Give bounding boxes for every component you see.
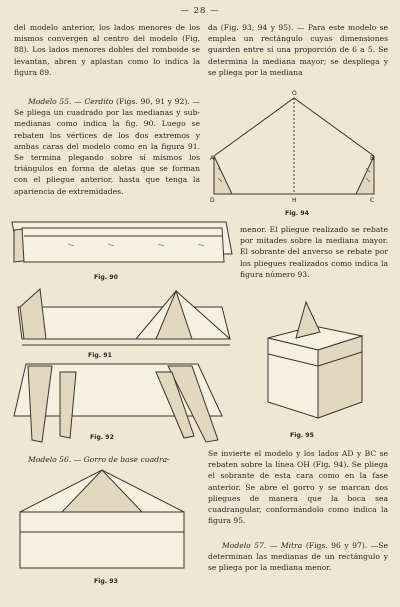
right-column-intro [208, 22, 388, 78]
model-57-heading: Modelo 57. — Mitra [222, 541, 303, 550]
figure-94 [210, 90, 378, 205]
model-55-paragraph [14, 96, 200, 197]
fig-94-label-h: H [292, 197, 297, 204]
model-57-body: (Figs. 96 y 97). —Se determinan las medianas de un rectángulo y se pliega por la mediana menor. [208, 541, 388, 573]
caption-fig-90: Fig. 90 [94, 274, 118, 281]
model-56-continuation: da (Fig. 93, 94 y 95). — Para este modelo se emplea un rectángulo cuyas dimensiones guarden entre sí una proporción de 6 a 5. Se determina la mediana mayor; se despliega y se pliega por la mediana [208, 23, 388, 77]
figure-95 [258, 298, 388, 428]
page-number: — 28 — [180, 6, 220, 16]
fig-94-label-d: D [210, 197, 215, 204]
invert-instructions: Se invierte el modelo y los lados AD y BC se rebaten sobre la línea OH (Fig. 94). Se pliega el sobrante de esta cara como en la fase anterior. Se abre el gorro y se marcan dos pliegues de manera que la boca sea cuadrangular, conformándolo como indica la figura 95. [208, 449, 388, 526]
intro-paragraph: del modelo anterior, los lados menores de los mismos convergen al centro del modelo (Fig. 88). Los lados menores dobles del romboide se levantan, abren y aplastan como lo indica la figura 89. [14, 23, 200, 77]
figure-92 [8, 356, 238, 446]
fig-94-label-b: B [370, 155, 375, 162]
model-55-text [14, 96, 200, 197]
model-56-paragraph [14, 454, 200, 465]
model-57-text [208, 540, 388, 574]
model-57-paragraph [208, 540, 388, 574]
fig-94-label-o: O [292, 90, 297, 97]
caption-fig-91: Fig. 91 [88, 352, 112, 359]
caption-fig-94: Fig. 94 [285, 210, 309, 217]
left-column-intro [14, 22, 200, 78]
figure-91 [16, 285, 238, 353]
fig-94-label-c: C [370, 197, 375, 204]
model-56-heading: Modelo 56. — Gorro de base cuadra- [28, 455, 170, 464]
figure-90 [8, 214, 236, 272]
caption-fig-95: Fig. 95 [290, 432, 314, 439]
caption-fig-93: Fig. 93 [94, 578, 118, 585]
right-column-bottom [208, 448, 388, 526]
model-55-body: (Figs. 90, 91 y 92). — Se pliega un cuadrado por las medianas y sub-medianas como indica la fig. 90. Luego se rebaten los vértices de los dos extremos y ambas caras del modelo como en la figura 91. Se termina plegando sobre sí mismos los triángulos en forma de aletas que se forman con el pliegue anterior, hasta que tenga la apariencia de extremidades. [14, 97, 200, 196]
right-column-middle [240, 224, 388, 280]
model-55-heading: Modelo 55. — Cerdito [28, 97, 114, 106]
model-56-heading-line [14, 454, 200, 465]
figure-93 [18, 468, 198, 580]
caption-fig-92: Fig. 92 [90, 434, 114, 441]
fig-94-label-a: A [210, 155, 215, 162]
fold-instructions: menor. El pliegue realizado se rebate por mitades sobre la mediana mayor. El sobrante del anverso se rebate por los pliegues realizados como indica la figura número 93. [240, 225, 388, 279]
